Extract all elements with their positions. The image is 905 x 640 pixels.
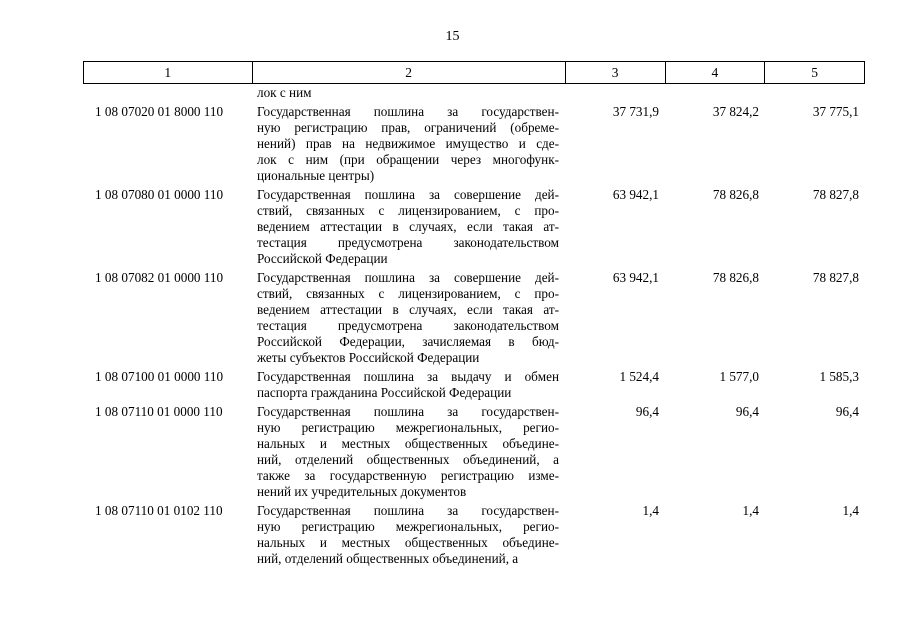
amount-col-5: 78 827,8 bbox=[812, 270, 859, 285]
budget-code: 1 08 07082 01 0000 110 bbox=[95, 270, 224, 285]
description-line: ний, отделений общественных объединений, а bbox=[257, 452, 559, 467]
table-row bbox=[83, 404, 865, 500]
amount-col-5: 1 585,3 bbox=[819, 369, 859, 384]
description-line: паспорта гражданина Российской Федерации bbox=[257, 385, 512, 400]
amount-col-5: 78 827,8 bbox=[812, 187, 859, 202]
description-line: ную регистрацию межрегиональных, регио- bbox=[257, 420, 559, 435]
amount-col-5: 37 775,1 bbox=[812, 104, 859, 119]
description-line: нений их учредительных документов bbox=[257, 484, 467, 499]
revenue-description bbox=[257, 104, 559, 184]
description-line: Российской Федерации, зачисляемая в бюд- bbox=[257, 334, 559, 349]
revenue-description bbox=[257, 369, 559, 401]
budget-code: 1 08 07110 01 0000 110 bbox=[95, 404, 223, 419]
page-number: 15 bbox=[445, 29, 460, 44]
amount-col-4: 78 826,8 bbox=[712, 270, 759, 285]
amount-col-3: 63 942,1 bbox=[612, 270, 659, 285]
revenue-description bbox=[257, 503, 559, 567]
amount-col-4: 78 826,8 bbox=[712, 187, 759, 202]
description-line: Государственная пошлина за совершение дей- bbox=[257, 187, 559, 202]
amount-col-3: 37 731,9 bbox=[612, 104, 659, 119]
table-row bbox=[83, 503, 865, 567]
revenue-description bbox=[257, 404, 559, 500]
description-line: Государственная пошлина за выдачу и обмен bbox=[257, 369, 559, 384]
amount-col-3: 96,4 bbox=[635, 404, 659, 419]
amount-col-3: 1,4 bbox=[642, 503, 659, 518]
description-line: ную регистрацию прав, ограничений (обреме- bbox=[257, 120, 559, 135]
description-line: нальных и местных общественных объедине- bbox=[257, 436, 559, 451]
table-row bbox=[83, 369, 865, 401]
table-header bbox=[83, 61, 865, 84]
amount-col-4: 37 824,2 bbox=[712, 104, 759, 119]
continued-description: лок с ним bbox=[257, 85, 312, 100]
description-line: Государственная пошлина за государствен- bbox=[257, 503, 559, 518]
amount-col-3: 63 942,1 bbox=[612, 187, 659, 202]
description-line: Государственная пошлина за государствен- bbox=[257, 404, 559, 419]
column-header-5: 5 bbox=[811, 65, 819, 80]
description-line: ствий, связанных с лицензированием, с про- bbox=[257, 286, 559, 301]
description-line: Государственная пошлина за государствен- bbox=[257, 104, 559, 119]
amount-col-5: 1,4 bbox=[842, 503, 859, 518]
revenue-description bbox=[257, 270, 559, 366]
description-line: циональные центры) bbox=[257, 168, 375, 183]
description-line: нений) прав на недвижимое имущество и сде- bbox=[257, 136, 559, 151]
description-line: нальных и местных общественных объедине- bbox=[257, 535, 559, 550]
column-header-3: 3 bbox=[566, 62, 666, 83]
table-row bbox=[83, 187, 865, 267]
description-line: тестация предусмотрена законодательством bbox=[257, 235, 559, 250]
budget-code: 1 08 07100 01 0000 110 bbox=[95, 369, 224, 384]
description-line: Государственная пошлина за совершение дей- bbox=[257, 270, 559, 285]
column-header-4: 4 bbox=[666, 62, 766, 83]
column-header-2: 2 bbox=[253, 62, 566, 83]
revenue-description bbox=[257, 187, 559, 267]
table-body bbox=[83, 85, 865, 567]
amount-col-4: 1,4 bbox=[742, 503, 759, 518]
description-line: Российской Федерации bbox=[257, 251, 388, 266]
description-line: ведением аттестации в случаях, если такая ат- bbox=[257, 219, 559, 234]
amount-col-4: 1 577,0 bbox=[719, 369, 759, 384]
table-row bbox=[83, 104, 865, 184]
budget-code: 1 08 07080 01 0000 110 bbox=[95, 187, 224, 202]
amount-col-5: 96,4 bbox=[835, 404, 859, 419]
description-line: также за государственную регистрацию изме- bbox=[257, 468, 559, 483]
description-line: ведением аттестации в случаях, если такая ат- bbox=[257, 302, 559, 317]
description-line: ную регистрацию межрегиональных, регио- bbox=[257, 519, 559, 534]
description-line: ствий, связанных с лицензированием, с про- bbox=[257, 203, 559, 218]
description-line: лок с ним (при обращении через многофунк- bbox=[257, 152, 559, 167]
column-header-1: 1 bbox=[84, 62, 253, 83]
description-line: ний, отделений общественных объединений, а bbox=[257, 551, 519, 566]
amount-col-4: 96,4 bbox=[735, 404, 759, 419]
amount-col-3: 1 524,4 bbox=[619, 369, 659, 384]
budget-code: 1 08 07020 01 8000 110 bbox=[95, 104, 224, 119]
description-line: тестация предусмотрена законодательством bbox=[257, 318, 559, 333]
budget-code: 1 08 07110 01 0102 110 bbox=[95, 503, 223, 518]
table-row bbox=[83, 270, 865, 366]
description-line: жеты субъектов Российской Федерации bbox=[257, 350, 480, 365]
